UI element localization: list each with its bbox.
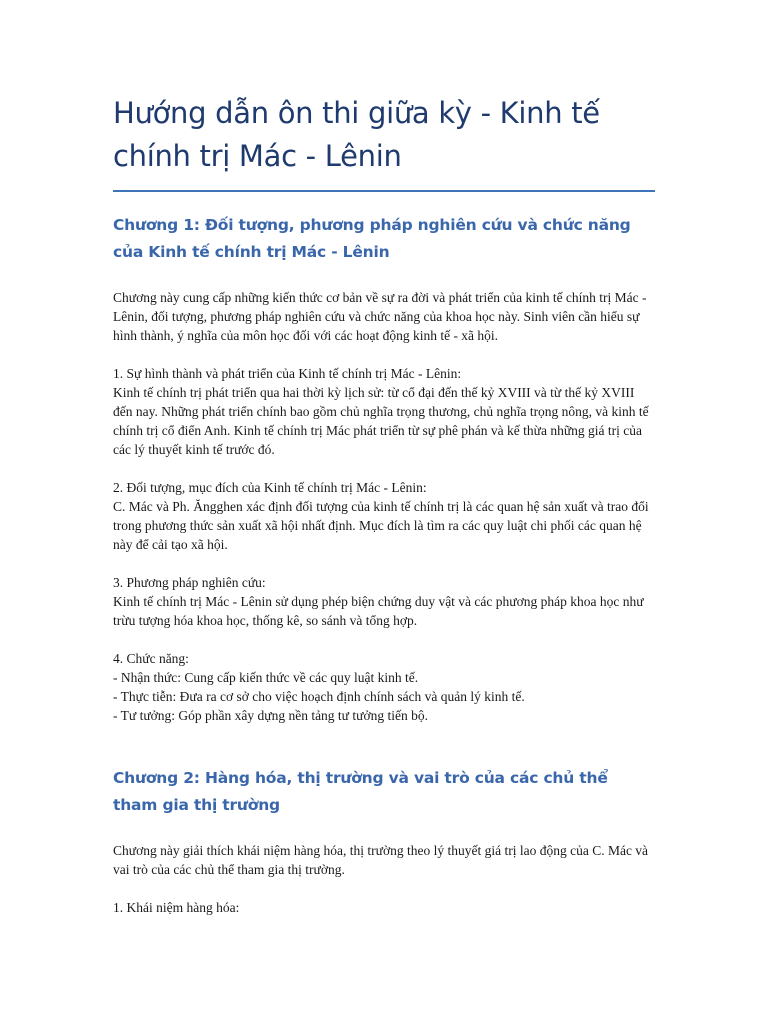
chapter-2 xyxy=(113,765,655,917)
chapter-2-intro: Chương này giải thích khái niệm hàng hóa, thị trường theo lý thuyết giá trị lao động của C. Mác và vai trò của các chủ thể tham gia thị trường. xyxy=(113,843,649,877)
section-body: C. Mác và Ph. Ăngghen xác định đối tượng của kinh tế chính trị là các quan hệ sản xuất và trao đổi trong phương thức sản xuất xã hội nhất định. Mục đích là tìm ra các quy luật chi phối các quan hệ này để cải tạo xã hội. xyxy=(113,499,649,552)
section-heading: 1. Khái niệm hàng hóa: xyxy=(113,900,240,915)
list-item: - Nhận thức: Cung cấp kiến thức về các quy luật kinh tế. xyxy=(113,670,419,685)
document-title: Hướng dẫn ôn thi giữa kỳ - Kinh tế chính trị Mác - Lênin xyxy=(113,96,600,173)
section-heading: 4. Chức năng: xyxy=(113,651,189,666)
list-item: - Thực tiễn: Đưa ra cơ sở cho việc hoạch định chính sách và quản lý kinh tế. xyxy=(113,689,525,704)
section-heading: 2. Đối tượng, mục đích của Kinh tế chính trị Mác - Lênin: xyxy=(113,480,427,495)
document-page xyxy=(113,0,655,917)
section-heading: 1. Sự hình thành và phát triển của Kinh tế chính trị Mác - Lênin: xyxy=(113,366,462,381)
section-heading: 3. Phương pháp nghiên cứu: xyxy=(113,575,266,590)
chapter-1 xyxy=(113,212,655,725)
section-body: Kinh tế chính trị Mác - Lênin sử dụng phép biện chứng duy vật và các phương pháp khoa học như trừu tượng hóa khoa học, thống kê, so sánh và tổng hợp. xyxy=(113,594,644,628)
chapter-1-section-2 xyxy=(113,478,655,554)
section-body: Kinh tế chính trị phát triển qua hai thời kỳ lịch sử: từ cổ đại đến thế kỷ XVIII và từ thế kỷ XVIII đến nay. Những phát triển chính bao gồm chủ nghĩa trọng thương, chủ nghĩa trọng nông, và kinh tế chính trị cổ điển Anh. Kinh tế chính trị Mác phát triển từ sự phê phán và kế thừa những giá trị của các lý thuyết kinh tế trước đó. xyxy=(113,385,649,457)
chapter-2-heading: Chương 2: Hàng hóa, thị trường và vai trò của các chủ thể tham gia thị trường xyxy=(113,769,608,814)
chapter-1-section-4 xyxy=(113,649,655,725)
chapter-1-section-3 xyxy=(113,573,655,630)
chapter-1-heading: Chương 1: Đối tượng, phương pháp nghiên cứu và chức năng của Kinh tế chính trị Mác - Lênin xyxy=(113,216,631,261)
chapter-1-intro: Chương này cung cấp những kiến thức cơ bản về sự ra đời và phát triển của kinh tế chính trị Mác - Lênin, đối tượng, phương pháp nghiên cứu và chức năng của khoa học này. Sinh viên cần hiểu sự hình thành, ý nghĩa của môn học đối với các hoạt động kinh tế - xã hội. xyxy=(113,290,647,343)
chapter-1-section-1 xyxy=(113,364,655,459)
list-item: - Tư tưởng: Góp phần xây dựng nền tảng tư tưởng tiến bộ. xyxy=(113,708,428,723)
title-divider xyxy=(113,190,655,192)
chapter-2-section-1 xyxy=(113,898,655,917)
